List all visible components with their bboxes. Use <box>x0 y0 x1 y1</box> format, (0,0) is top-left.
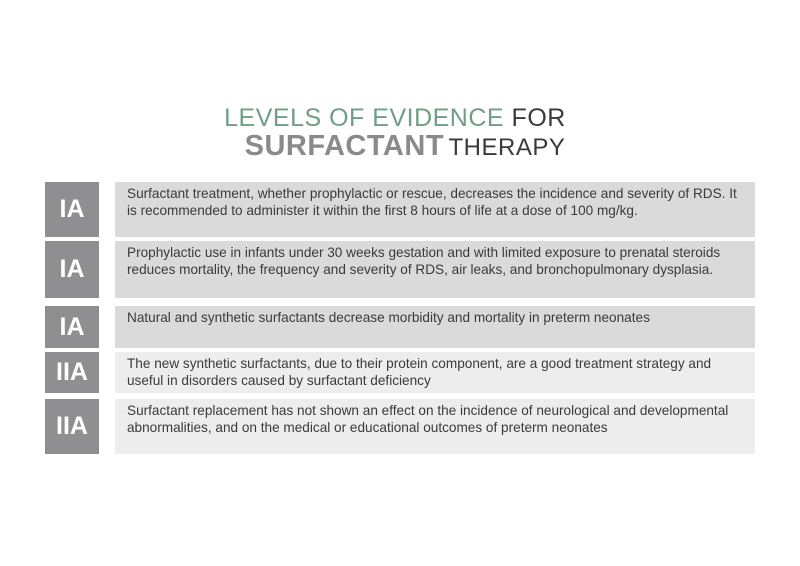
evidence-statement: Surfactant replacement has not shown an effect on the incidence of neurological and developmental abnormalities, and on the medical or educational outcomes of preterm neonates <box>115 399 755 454</box>
page-title <box>0 106 800 161</box>
title-highlight-1: LEVELS OF EVIDENCE <box>224 104 505 132</box>
evidence-row-3 <box>45 306 755 348</box>
evidence-level-badge: IIA <box>45 352 99 393</box>
evidence-statement: Prophylactic use in infants under 30 weeks gestation and with limited exposure to prenatal steroids reduces mortality, the frequency and severity of RDS, air leaks, and bronchopulmonary dysplasia. <box>115 241 755 298</box>
evidence-row-1 <box>45 182 755 237</box>
title-highlight-2: SURFACTANT <box>244 130 445 162</box>
evidence-statement: Natural and synthetic surfactants decrease morbidity and mortality in preterm neonates <box>115 306 755 348</box>
evidence-statement: Surfactant treatment, whether prophylactic or rescue, decreases the incidence and severity of RDS. It is recommended to administer it within the first 8 hours of life at a dose of 100 mg/kg. <box>115 182 755 237</box>
evidence-level-badge: IA <box>45 241 99 298</box>
title-rest-1: FOR <box>511 104 566 132</box>
evidence-statement: The new synthetic surfactants, due to their protein component, are a good treatment strategy and useful in disorders caused by surfactant deficiency <box>115 352 755 393</box>
evidence-row-2 <box>45 241 755 298</box>
title-rest-2: THERAPY <box>448 134 566 161</box>
title-line-1 <box>0 106 800 131</box>
evidence-level-badge: IA <box>45 306 99 348</box>
evidence-level-badge: IA <box>45 182 99 237</box>
title-line-2 <box>10 132 800 161</box>
evidence-row-4 <box>45 352 755 393</box>
evidence-level-badge: IIA <box>45 399 99 454</box>
evidence-row-5 <box>45 399 755 454</box>
